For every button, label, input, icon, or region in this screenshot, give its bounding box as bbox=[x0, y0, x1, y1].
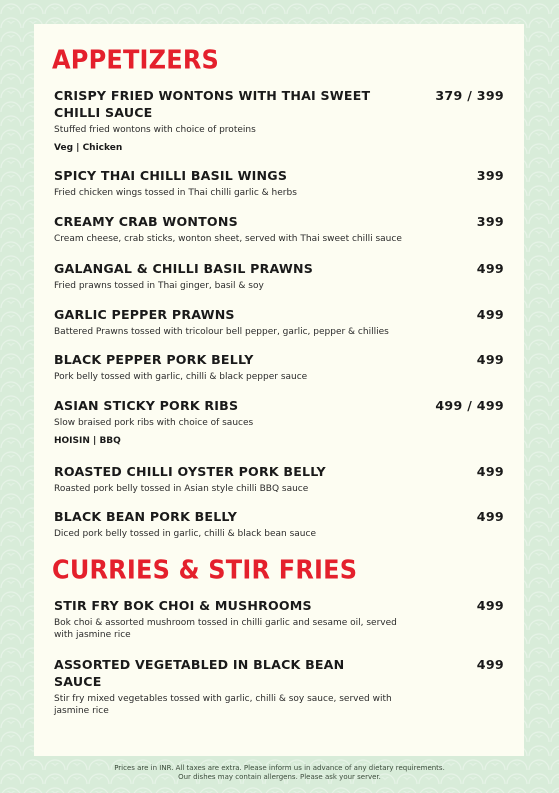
item-description: Fried chicken wings tossed in Thai chilli garlic & herbs bbox=[54, 188, 297, 198]
section-title-curries-stir-fries: CURRIES & STIR FRIES bbox=[52, 554, 358, 586]
menu-item bbox=[54, 351, 504, 383]
item-price: 499 bbox=[476, 352, 504, 367]
item-description: Roasted pork belly tossed in Asian style chilli BBQ sauce bbox=[54, 484, 309, 494]
menu-item bbox=[54, 508, 504, 540]
item-description: Stuffed fried wontons with choice of proteins bbox=[54, 125, 256, 135]
item-description: Stir fry mixed vegetables tossed with garlic, chilli & soy sauce, served with jasmine rice bbox=[54, 694, 392, 716]
item-description: Pork belly tossed with garlic, chilli & black pepper sauce bbox=[54, 372, 308, 382]
item-name: ROASTED CHILLI OYSTER PORK BELLY bbox=[54, 464, 326, 479]
footer-line: Prices are in INR. All taxes are extra. Please inform us in advance of any dietary requirements. bbox=[114, 764, 445, 772]
item-price: 499 bbox=[476, 598, 504, 613]
item-name: BLACK BEAN PORK BELLY bbox=[54, 509, 238, 524]
item-options: HOISIN | BBQ bbox=[54, 436, 121, 446]
item-description: Fried prawns tossed in Thai ginger, basil & soy bbox=[54, 281, 264, 291]
menu-item bbox=[54, 167, 504, 199]
item-price: 499 bbox=[476, 657, 504, 672]
item-price: 399 bbox=[476, 168, 504, 183]
menu-item bbox=[54, 260, 504, 292]
footer-line: Our dishes may contain allergens. Please ask your server. bbox=[178, 773, 381, 781]
item-name: ASSORTED VEGETABLED IN BLACK BEAN SAUCE bbox=[54, 657, 345, 689]
item-description: Bok choi & assorted mushroom tossed in chilli garlic and sesame oil, served with jasmine rice bbox=[54, 618, 397, 640]
item-name: STIR FRY BOK CHOI & MUSHROOMS bbox=[54, 598, 312, 613]
menu-card bbox=[34, 24, 524, 756]
item-description: Battered Prawns tossed with tricolour bell pepper, garlic, pepper & chillies bbox=[54, 327, 389, 337]
item-price: 499 / 499 bbox=[435, 398, 504, 413]
item-price: 499 bbox=[476, 307, 504, 322]
menu-item bbox=[54, 597, 504, 641]
menu-item bbox=[54, 213, 504, 245]
item-name: CREAMY CRAB WONTONS bbox=[54, 214, 238, 229]
menu-item bbox=[54, 87, 504, 154]
item-description: Diced pork belly tossed in garlic, chilli & black bean sauce bbox=[54, 529, 316, 539]
menu-item bbox=[54, 656, 504, 717]
menu-item bbox=[54, 306, 504, 338]
item-name: SPICY THAI CHILLI BASIL WINGS bbox=[54, 168, 288, 183]
item-description: Slow braised pork ribs with choice of sauces bbox=[54, 418, 254, 428]
item-name: BLACK PEPPER PORK BELLY bbox=[54, 352, 254, 367]
item-name: ASIAN STICKY PORK RIBS bbox=[54, 398, 239, 413]
item-name: CRISPY FRIED WONTONS WITH THAI SWEET CHILLI SAUCE bbox=[54, 88, 371, 120]
item-price: 499 bbox=[476, 509, 504, 524]
section-title-appetizers: APPETIZERS bbox=[52, 44, 220, 76]
footer-note bbox=[0, 764, 559, 782]
item-name: GARLIC PEPPER PRAWNS bbox=[54, 307, 235, 322]
item-price: 499 bbox=[476, 464, 504, 479]
menu-item bbox=[54, 463, 504, 495]
item-price: 399 bbox=[476, 214, 504, 229]
item-price: 499 bbox=[476, 261, 504, 276]
item-options: Veg | Chicken bbox=[54, 143, 123, 153]
item-description: Cream cheese, crab sticks, wonton sheet, served with Thai sweet chilli sauce bbox=[54, 234, 402, 244]
item-price: 379 / 399 bbox=[435, 88, 504, 103]
menu-item bbox=[54, 397, 504, 447]
item-name: GALANGAL & CHILLI BASIL PRAWNS bbox=[54, 261, 313, 276]
